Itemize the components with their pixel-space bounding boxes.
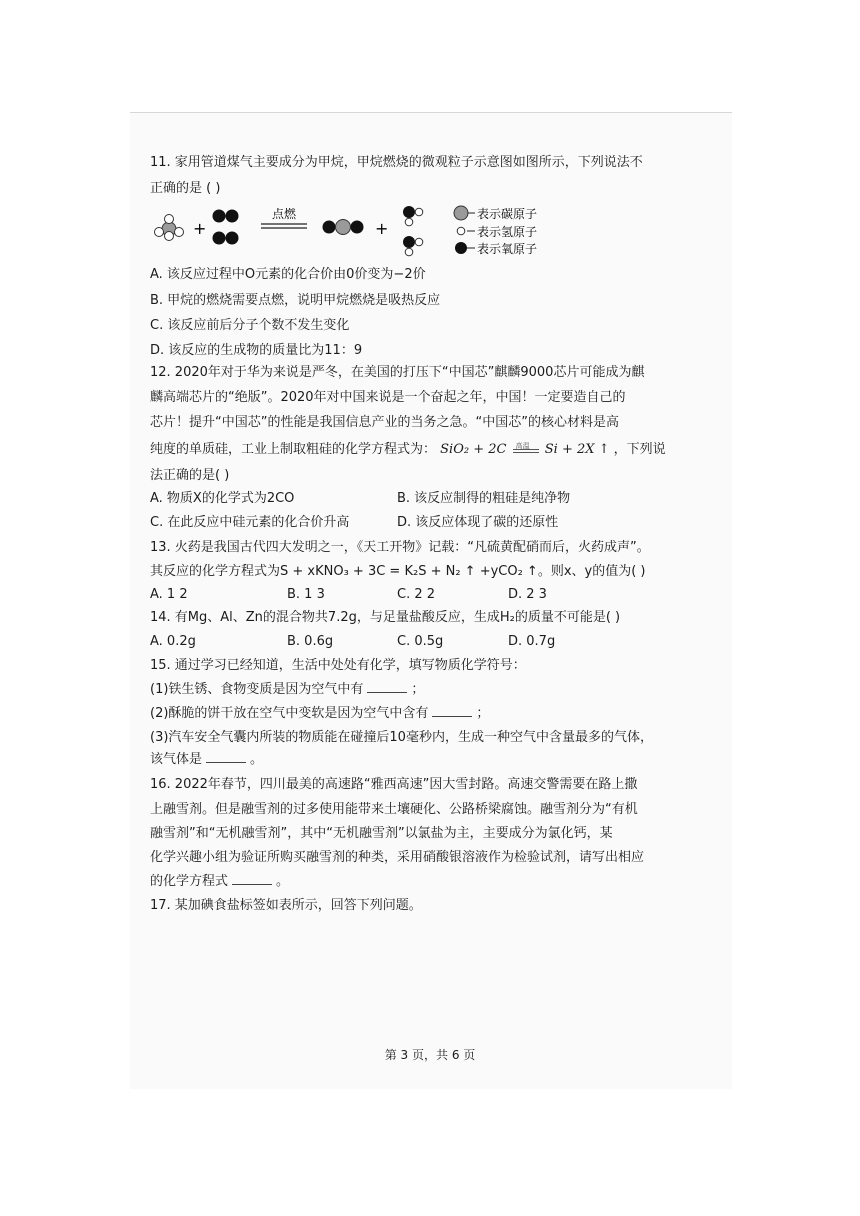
q12-stem-line4-text: 纯度的单质硅，工业上制取粗硅的化学方程式为： bbox=[150, 442, 437, 457]
q13-stem-line2: 其反应的化学方程式为S + xKNO₃ + 3C = K₂S + N₂ ↑ +yCO₂ ↑。则x、y的值为( ) bbox=[150, 564, 646, 579]
legend-oxygen bbox=[455, 242, 537, 256]
q13-option-d: D. 2 3 bbox=[508, 587, 547, 602]
q12-equation-arrow bbox=[511, 443, 541, 457]
methane-molecule-icon bbox=[155, 215, 184, 241]
q12-option-a: A. 物质X的化学式为2CO bbox=[150, 491, 295, 506]
q15-stem: 15. 通过学习已经知道，生活中处处有化学，填写物质化学符号： bbox=[150, 658, 526, 673]
q12-stem-line2: 麟高端芯片的“绝版”。2020年对中国来说是一个奋起之年，中国！一定要造自己的 bbox=[150, 390, 626, 405]
q16-stem-line3: 融雪剂”和“无机融雪剂”，其中“无机融雪剂”以氯盐为主，主要成分为氯化钙，某 bbox=[150, 826, 613, 841]
q15-part2-blank[interactable] bbox=[432, 706, 472, 717]
q14-option-a: A. 0.2g bbox=[150, 634, 196, 649]
q16-stem-line4: 化学兴趣小组为验证所购买融雪剂的种类，采用硝酸银溶液作为检验试剂，请写出相应 bbox=[150, 850, 645, 865]
water-molecule-icon bbox=[403, 206, 423, 226]
legend-hydrogen bbox=[457, 225, 537, 239]
q16-stem-line1: 16. 2022年春节，四川最美的高速路“雅西高速”因大雪封路。高速交警需要在路上撒 bbox=[150, 777, 638, 792]
q12-stem-line4 bbox=[150, 441, 666, 459]
q14-stem: 14. 有Mg、Al、Zn的混合物共7.2g，与足量盐酸反应，生成H₂的质量不可能是( ) bbox=[150, 610, 621, 625]
q15-part3-line1: (3)汽车安全气囊内所装的物质能在碰撞后10毫秒内，生成一种空气中含量最多的气体， bbox=[150, 730, 653, 745]
q12-stem-line4-tail: ，下列说 bbox=[613, 442, 666, 457]
q11-option-a: A. 该反应过程中O元素的化合价由0价变为−2价 bbox=[150, 267, 426, 282]
svg-text:+: + bbox=[375, 219, 389, 238]
q11-option-d: D. 该反应的生成物的质量比为11：9 bbox=[150, 343, 363, 358]
q12-equation-condition: 高温 bbox=[515, 441, 530, 450]
q11-stem-line1: 11. 家用管道煤气主要成分为甲烷，甲烷燃烧的微观粒子示意图如图所示，下列说法不 bbox=[150, 155, 643, 170]
q13-stem-line1: 13. 火药是我国古代四大发明之一，《天工开物》记载：“凡硫黄配硝而后，火药成声”。 bbox=[150, 540, 650, 555]
svg-text:表示氧原子: 表示氧原子 bbox=[477, 242, 538, 256]
q15-part2-text: (2)酥脆的饼干放在空气中变软是因为空气中含有 bbox=[150, 706, 429, 721]
q16-stem-line5: 的化学方程式 。 bbox=[150, 874, 290, 889]
q12-stem-line3: 芯片！提升“中国芯”的性能是我国信息产业的当务之急。“中国芯”的核心材料是高 bbox=[150, 415, 619, 430]
svg-text:+: + bbox=[193, 219, 207, 238]
oxygen-molecule-icon bbox=[213, 232, 239, 245]
q17-stem: 17. 某加碘食盐标签如表所示，回答下列问题。 bbox=[150, 898, 422, 913]
page-number: 第 3 页，共 6 页 bbox=[384, 1048, 476, 1062]
q15-part1: (1)铁生锈、食物变质是因为空气中有 ； bbox=[150, 682, 425, 697]
q13-option-c: C. 2 2 bbox=[397, 587, 436, 602]
q11-option-b: B. 甲烷的燃烧需要点燃，说明甲烷燃烧是吸热反应 bbox=[150, 293, 441, 308]
q14-option-b: B. 0.6g bbox=[287, 634, 334, 649]
q11-option-c: C. 该反应前后分子个数不发生变化 bbox=[150, 318, 350, 333]
svg-text:表示碳原子: 表示碳原子 bbox=[477, 207, 538, 221]
q16-stem-line5-text: 的化学方程式 bbox=[150, 874, 229, 889]
q14-option-c: C. 0.5g bbox=[397, 634, 444, 649]
water-molecule-icon bbox=[403, 236, 423, 256]
q15-part3-line2: 该气体是 。 bbox=[150, 752, 264, 767]
carbon-dioxide-molecule-icon bbox=[323, 220, 364, 235]
q15-part3-text: 该气体是 bbox=[150, 752, 203, 767]
q16-stem-line2: 上融雪剂。但是融雪剂的过多使用能带来土壤硬化、公路桥梁腐蚀。融雪剂分为“有机 bbox=[150, 802, 638, 817]
q16-blank[interactable] bbox=[232, 874, 272, 885]
q13-option-b: B. 1 3 bbox=[287, 587, 325, 602]
reaction-condition: 点燃 bbox=[272, 207, 297, 221]
legend-carbon bbox=[454, 206, 537, 221]
q15-part3-blank[interactable] bbox=[206, 752, 246, 763]
q12-equation-left: SiO₂ + 2C bbox=[440, 442, 507, 457]
q11-stem-line2: 正确的是 ( ) bbox=[150, 181, 221, 196]
q12-option-c: C. 在此反应中硅元素的化合价升高 bbox=[150, 515, 350, 530]
q12-equation-right: Si + 2X ↑ bbox=[544, 442, 610, 457]
q14-option-d: D. 0.7g bbox=[508, 634, 556, 649]
q12-option-d: D. 该反应体现了碳的还原性 bbox=[397, 515, 559, 530]
q12-option-b: B. 该反应制得的粗硅是纯净物 bbox=[397, 491, 571, 506]
q13-option-a: A. 1 2 bbox=[150, 587, 188, 602]
q12-stem-line5: 法正确的是( ) bbox=[150, 468, 230, 483]
methane-combustion-diagram bbox=[145, 200, 565, 260]
oxygen-molecule-icon bbox=[213, 210, 239, 223]
svg-text:表示氢原子: 表示氢原子 bbox=[477, 225, 538, 239]
q15-part1-blank[interactable] bbox=[367, 682, 407, 693]
q15-part2: (2)酥脆的饼干放在空气中变软是因为空气中含有 ； bbox=[150, 706, 490, 721]
q15-part1-text: (1)铁生锈、食物变质是因为空气中有 bbox=[150, 682, 364, 697]
q12-stem-line1: 12. 2020年对于华为来说是严冬，在美国的打压下“中国芯”麒麟9000芯片可能成为麒 bbox=[150, 365, 645, 380]
